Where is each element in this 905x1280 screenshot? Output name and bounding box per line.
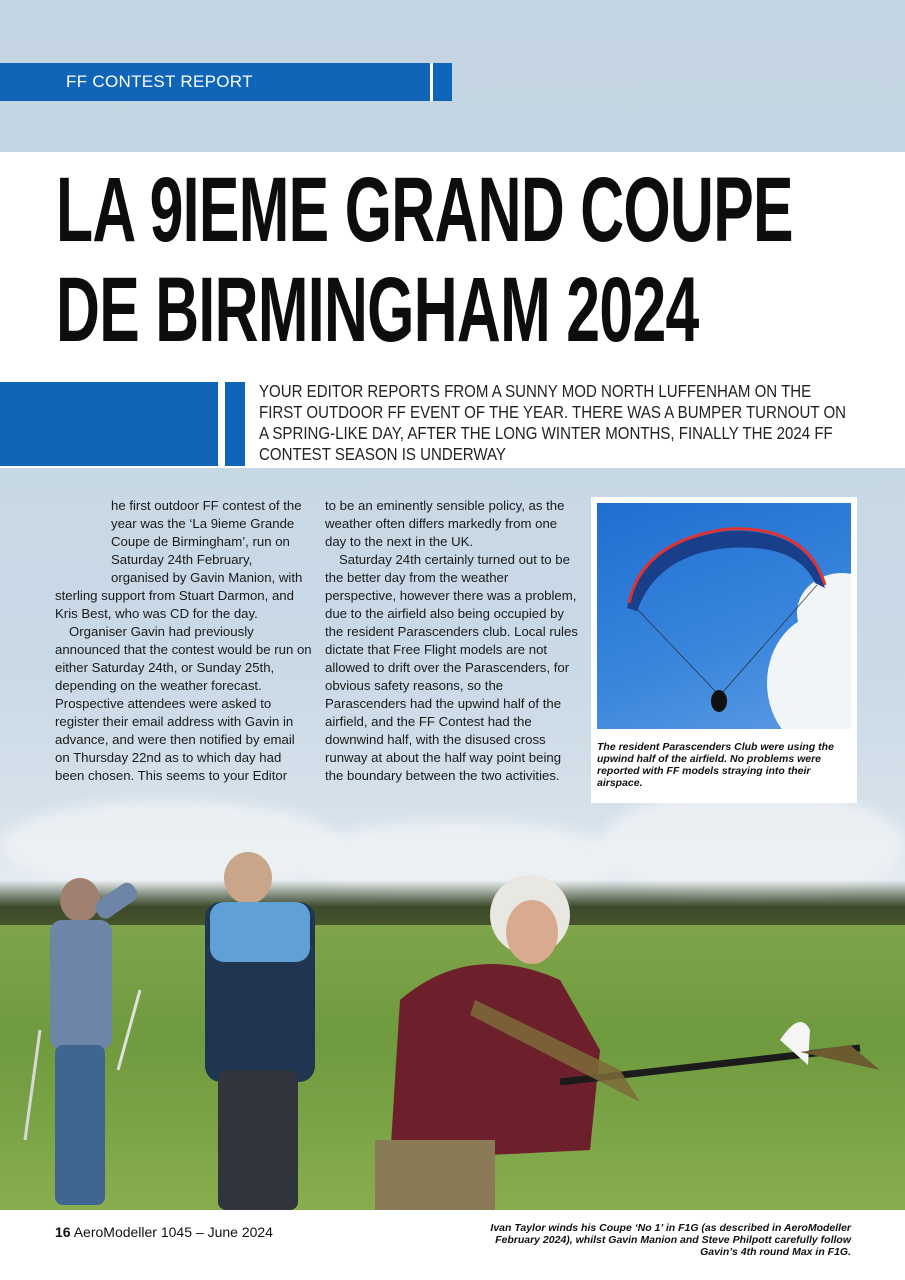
paragraph: Saturday 24th certainly turned out to be the better day from the weather perspective, however there was a problem, due to the airfield also being occupied by the resident Parascenders club. Local rules dictate that Free Flight models are not allowed to drift over the Parascenders, for obvious safety reasons, so the Parascenders had the upwind half of the airfield, and the FF Contest had the downwind half, with the disused cross runway at about the half way point being the boundary between the two activities. xyxy=(325,552,578,783)
drop-cap xyxy=(55,499,103,587)
main-photo-caption: Ivan Taylor winds his Coupe ‘No 1’ in F1G (as described in AeroModeller February 2024), whilst Gavin Manion and Steve Philpott carefully follow Gavin’s 4th round Max in F1G. xyxy=(490,1222,851,1258)
figure-middle-man xyxy=(205,852,315,1210)
section-label: FF CONTEST REPORT xyxy=(66,72,253,91)
paragraph-text: he first outdoor FF contest of the year was the ‘La 9ieme Grande Coupe de Birmingham’, run on Saturday 24th February, organised by Gavin Manion, with sterling support from Stuart Darmon, and Kris Best, who was CD for the day. xyxy=(55,498,303,621)
title-line-1: LA 9IEME GRAND COUPE xyxy=(56,159,793,261)
article-column-2 xyxy=(325,497,580,785)
standfirst-accent-bar xyxy=(225,382,245,466)
paragraph: to be an eminently sensible policy, as the weather often differs markedly from one day to the next in the UK. xyxy=(325,498,565,549)
page-number: 16 xyxy=(55,1224,71,1240)
main-photo-figures xyxy=(0,840,905,1210)
paragraph: Organiser Gavin had previously announced that the contest would be run on either Saturday 24th, or Sunday 25th, depending on the weather forecast. Prospective attendees were asked to register their email address with Gavin in advance, and were then notified by email on Thursday 22nd as to which day had been chosen. This seems to your Editor xyxy=(55,624,312,783)
publication-name: AeroModeller 1045 – June 2024 xyxy=(73,1224,273,1240)
title-line-2: DE BIRMINGHAM 2024 xyxy=(56,259,699,361)
article-title xyxy=(56,160,793,360)
inset-photo-caption: The resident Parascenders Club were using the upwind half of the airfield. No problems were reported with FF models straying into their airspace. xyxy=(597,741,834,789)
standfirst: YOUR EDITOR REPORTS FROM A SUNNY MOD NORTH LUFFENHAM ON THE FIRST OUTDOOR FF EVENT OF THE YEAR. THERE WAS A BUMPER TURNOUT ON A SPRING-LIKE DAY, AFTER THE LONG WINTER MONTHS, FINALLY THE 2024 FF CONTEST SEASON IS UNDERWAY xyxy=(259,381,847,464)
paragraph xyxy=(55,497,313,623)
article-column-1 xyxy=(55,497,313,785)
folio xyxy=(55,1224,273,1240)
standfirst-accent-bar xyxy=(0,382,218,466)
paraglider-photo xyxy=(597,503,851,729)
paraglider-icon xyxy=(597,503,851,729)
figure-right-man xyxy=(375,875,600,1210)
